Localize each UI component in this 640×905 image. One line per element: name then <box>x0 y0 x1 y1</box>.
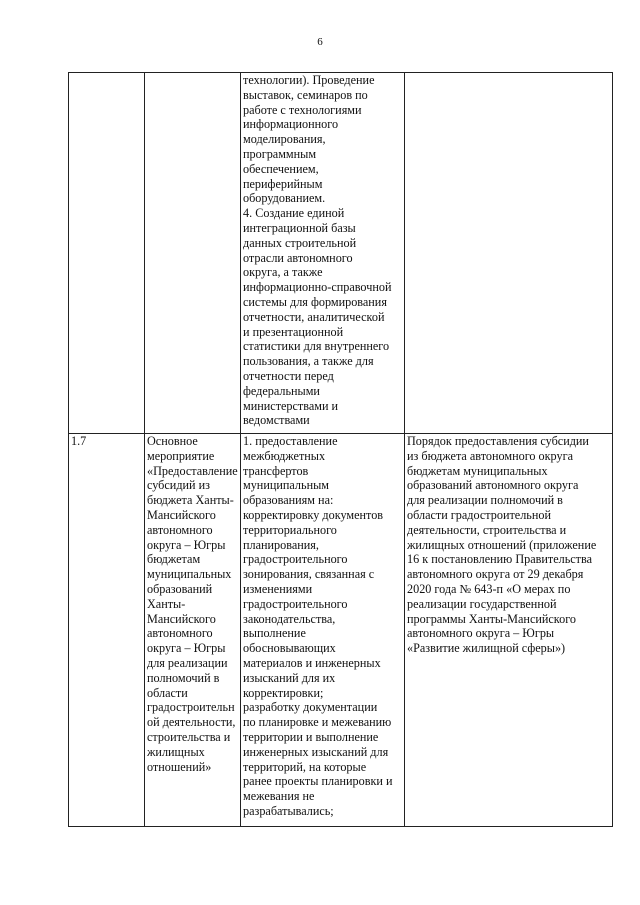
cell-number <box>69 73 145 434</box>
cell-activity-name: Основное мероприятие «Предоставление субсидий из бюджета Ханты- Мансийского автономного округа – Югры бюджетам муниципальных образований Ханты- Мансийского автономного округа – Югры для реализации полномочий в области градостроительн ой деятельности, строительства и жилищных отношений» <box>145 434 241 827</box>
cell-activity-name <box>145 73 241 434</box>
cell-activity-content: 1. предоставление межбюджетных трансфертов муниципальным образованиям на: корректировку документов территориального планирования, градостроительного зонирования, связанная с изменениями градостроительного законодательства, выполнение обосновывающих материалов и инженерных изысканий для их корректировки; разработку документации по планировке и межеванию территории и выполнение инженерных изысканий для территорий, на которые ранее проекты планировки и межевания не разрабатывались; <box>241 434 405 827</box>
table-row <box>69 434 613 827</box>
cell-activity-content: технологии). Проведение выставок, семинаров по работе с технологиями информационного моделирования, программным обеспечением, периферийным оборудованием. 4. Создание единой интеграционной базы данных строительной отрасли автономного округа, а также информационно-справочной системы для формирования отчетности, аналитической и презентационной статистики для внутреннего пользования, а также для отчетности перед федеральными министерствами и ведомствами <box>241 73 405 434</box>
table-row <box>69 73 613 434</box>
page-number: 6 <box>317 36 323 48</box>
program-table <box>68 72 613 827</box>
cell-legal-reference <box>405 73 613 434</box>
cell-number: 1.7 <box>69 434 145 827</box>
cell-legal-reference: Порядок предоставления субсидии из бюджета автономного округа бюджетам муниципальных образований автономного округа для реализации полномочий в области градостроительной деятельности, строительства и жилищных отношений (приложение 16 к постановлению Правительства автономного округа от 29 декабря 2020 года № 643-п «О мерах по реализации государственной программы Ханты-Мансийского автономного округа – Югры «Развитие жилищной сферы») <box>405 434 613 827</box>
